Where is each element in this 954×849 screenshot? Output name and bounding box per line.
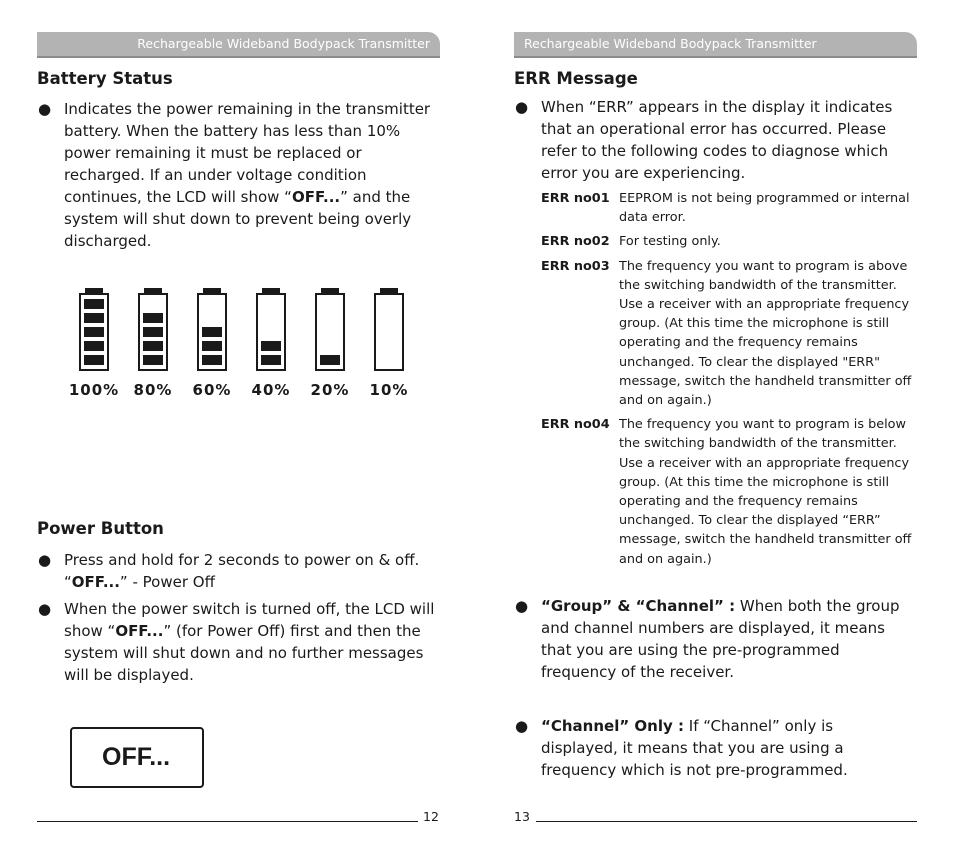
- left-header-underline: [37, 56, 440, 58]
- power-button-heading: Power Button: [37, 519, 164, 538]
- err-code-row: [541, 257, 921, 416]
- bullet-dot: ●: [515, 717, 529, 735]
- bullet-dot: ●: [38, 551, 52, 569]
- bullet-dot: ●: [38, 600, 52, 618]
- bullet-dot: ●: [515, 98, 529, 116]
- battery-bar-segment: [202, 341, 222, 351]
- left-page-header: Rechargeable Wideband Bodypack Transmitter: [37, 32, 440, 58]
- right-footer-line: [536, 821, 917, 822]
- err-code: ERR no02: [541, 234, 610, 250]
- power-bullet-1-line1: Press and hold for 2 seconds to power on & off.: [64, 551, 420, 569]
- power-bullet-1: [38, 549, 444, 593]
- battery-icon: [370, 288, 409, 399]
- err-desc: The frequency you want to program is below the switching bandwidth of the transmitter. Use a receiver with an appropriate frequency group. (At this time the microphone is still operating and the frequency remains unchanged. To clear the displayed “ERR” message, switch the handheld transmitter off and on again.): [619, 417, 912, 567]
- err-desc: For testing only.: [619, 234, 721, 250]
- power-bullet-2-after: ” (for Power Off) first and then the system will shut down and no further messages will be displayed.: [64, 622, 424, 684]
- group-channel-bold: “Group” & “Channel” :: [541, 597, 736, 615]
- battery-bar-segment: [320, 355, 340, 365]
- battery-bar-segment: [143, 313, 163, 323]
- right-page-number: 13: [514, 809, 530, 824]
- battery-icon: [193, 288, 232, 399]
- battery-icon: [252, 288, 291, 399]
- right-header-underline: [514, 56, 917, 58]
- battery-text-bold: OFF...: [291, 188, 341, 206]
- battery-bar-segment: [84, 299, 104, 309]
- err-message-heading: ERR Message: [514, 69, 638, 88]
- battery-icon: [70, 288, 119, 399]
- battery-level-label: 20%: [310, 381, 350, 399]
- battery-body: [375, 294, 403, 370]
- battery-status-heading: Battery Status: [37, 69, 173, 88]
- channel-only-bullet: [515, 715, 911, 781]
- err-code-table: [541, 189, 921, 574]
- power-bullet-1-qopen: “: [64, 573, 72, 591]
- battery-bar-segment: [143, 327, 163, 337]
- battery-level-label: 80%: [133, 381, 173, 399]
- err-code-row: [541, 232, 921, 256]
- err-code: ERR no03: [541, 258, 610, 274]
- battery-level-label: 10%: [369, 381, 409, 399]
- err-intro-bullet: [515, 96, 911, 184]
- group-channel-text: When both the group and channel numbers are displayed, it means that you are using the pre-programmed frequency of the receiver.: [541, 597, 900, 681]
- err-desc: The frequency you want to program is above the switching bandwidth of the transmitter. Use a receiver with an appropriate frequency group. (At this time the microphone is still operating and the frequency remains unchanged. To clear the displayed "ERR" message, switch the handheld transmitter off and on again.): [619, 258, 912, 409]
- battery-level-label: 40%: [251, 381, 291, 399]
- battery-level-label: 100%: [70, 381, 120, 399]
- left-footer-line: [37, 821, 418, 822]
- power-bullet-2-bold: OFF...: [115, 622, 164, 640]
- battery-level-diagram: [70, 287, 420, 407]
- power-bullet-1-after: ” - Power Off: [119, 573, 215, 591]
- power-bullet-1-bold: OFF...: [71, 573, 120, 591]
- channel-only-bold: “Channel” Only :: [541, 717, 684, 735]
- battery-icon: [134, 288, 173, 399]
- battery-level-label: 60%: [192, 381, 232, 399]
- err-code: ERR no04: [541, 417, 610, 433]
- battery-bar-segment: [202, 327, 222, 337]
- battery-bar-segment: [143, 355, 163, 365]
- err-code-row: [541, 189, 921, 232]
- battery-bar-segment: [84, 313, 104, 323]
- right-page-header: Rechargeable Wideband Bodypack Transmitter: [514, 32, 917, 58]
- lcd-display-box: [70, 727, 204, 788]
- battery-icons-svg: [70, 287, 420, 407]
- battery-bar-segment: [143, 341, 163, 351]
- battery-text-before: Indicates the power remaining in the transmitter battery. When the battery has less than 10% power remaining it must be replaced or recharged. If an under voltage condition continues, the LCD will show “: [64, 100, 431, 206]
- bullet-dot: ●: [38, 100, 52, 118]
- bullet-dot: ●: [515, 597, 529, 615]
- battery-bar-segment: [261, 341, 281, 351]
- power-bullet-2: [38, 598, 444, 686]
- battery-bar-segment: [202, 355, 222, 365]
- battery-bar-segment: [84, 327, 104, 337]
- err-code-row: [541, 415, 921, 574]
- err-intro-text: When “ERR” appears in the display it indicates that an operational error has occurred. Please refer to the following codes to diagnose which error you are experiencing.: [541, 98, 893, 182]
- lcd-text: OFF...: [102, 743, 171, 771]
- battery-text-after: ” and the system will shut down to prevent being overly discharged.: [64, 188, 412, 250]
- battery-bar-segment: [84, 341, 104, 351]
- battery-bar-segment: [84, 355, 104, 365]
- err-desc: EEPROM is not being programmed or internal data error.: [619, 191, 910, 226]
- err-code: ERR no01: [541, 191, 610, 206]
- group-channel-bullet: [515, 595, 911, 683]
- channel-only-text: If “Channel” only is displayed, it means that you are using a frequency which is not pre-programmed.: [541, 717, 848, 779]
- left-page-number: 12: [423, 809, 439, 824]
- battery-icon: [311, 288, 350, 399]
- battery-status-bullet: [38, 98, 444, 252]
- power-bullet-2-before: When the power switch is turned off, the LCD will show “: [64, 600, 435, 640]
- battery-bar-segment: [261, 355, 281, 365]
